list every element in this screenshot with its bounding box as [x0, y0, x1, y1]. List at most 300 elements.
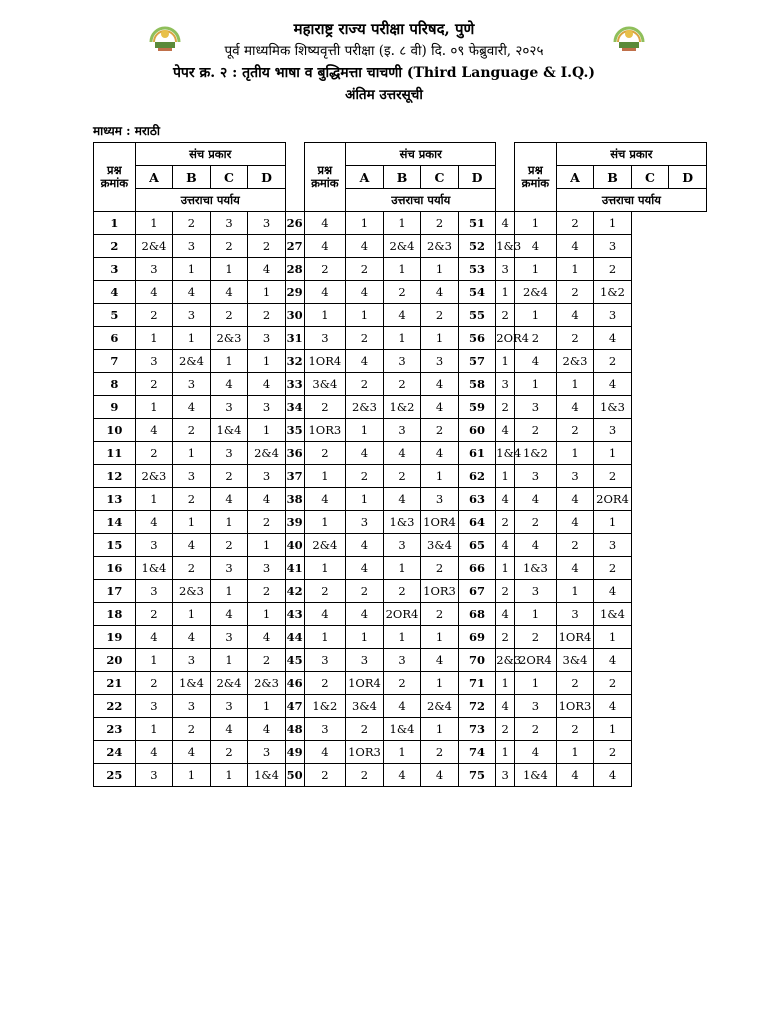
- question-number: 72: [458, 695, 496, 718]
- question-number: 70: [458, 649, 496, 672]
- answer-cell: 4: [496, 695, 515, 718]
- question-number: 23: [94, 718, 136, 741]
- question-number: 46: [285, 672, 304, 695]
- answer-cell: 4: [556, 235, 594, 258]
- answer-cell: 4: [556, 304, 594, 327]
- question-number: 3: [94, 258, 136, 281]
- table-row: [94, 373, 707, 396]
- answer-cell: 3: [556, 603, 594, 626]
- question-number: 34: [285, 396, 304, 419]
- answer-cell: 1: [304, 511, 346, 534]
- answer-cell: 3: [135, 764, 173, 787]
- question-number: 17: [94, 580, 136, 603]
- answer-cell: 2: [248, 649, 286, 672]
- answer-cell: 2&3: [135, 465, 173, 488]
- answer-cell: 1&2: [383, 396, 421, 419]
- answer-cell: 2: [556, 718, 594, 741]
- question-number: 9: [94, 396, 136, 419]
- answer-cell: 2: [210, 235, 248, 258]
- table-row: [94, 281, 707, 304]
- answer-key-table: [93, 142, 707, 787]
- answer-cell: 1: [515, 212, 557, 235]
- answer-cell: 3: [210, 626, 248, 649]
- set-d-header: D: [248, 166, 286, 189]
- answer-cell: 2: [346, 258, 384, 281]
- table-row: [94, 626, 707, 649]
- answer-cell: 4: [383, 695, 421, 718]
- answer-cell: 3: [248, 396, 286, 419]
- answer-cell: 1: [173, 442, 211, 465]
- answer-cell: 4: [383, 488, 421, 511]
- question-number: 12: [94, 465, 136, 488]
- table-row: [94, 488, 707, 511]
- table-row: [94, 396, 707, 419]
- answer-cell: 4: [173, 741, 211, 764]
- answer-cell: 1OR4: [304, 350, 346, 373]
- answer-cell: 2: [210, 741, 248, 764]
- answer-cell: 4: [346, 603, 384, 626]
- answer-cell: 3: [173, 465, 211, 488]
- answer-cell: 4: [304, 603, 346, 626]
- answer-cell: 1: [210, 511, 248, 534]
- set-b-header: B: [383, 166, 421, 189]
- answer-cell: 2: [135, 373, 173, 396]
- question-number: 63: [458, 488, 496, 511]
- question-number: 51: [458, 212, 496, 235]
- answer-cell: 1&4: [594, 603, 632, 626]
- answer-cell: 1: [556, 580, 594, 603]
- answer-cell: 4: [248, 488, 286, 511]
- answer-cell: 4: [346, 442, 384, 465]
- answer-cell: 2: [496, 304, 515, 327]
- question-number: 45: [285, 649, 304, 672]
- question-number: 24: [94, 741, 136, 764]
- question-header-line-2: क्रमांक: [521, 176, 550, 190]
- answer-cell: 1: [383, 212, 421, 235]
- answer-option-header: उत्तराचा पर्याय: [135, 189, 285, 212]
- answer-cell: 4: [173, 396, 211, 419]
- question-number: 1: [94, 212, 136, 235]
- answer-option-header: उत्तराचा पर्याय: [346, 189, 496, 212]
- answer-cell: 3: [515, 396, 557, 419]
- answer-cell: 1: [135, 212, 173, 235]
- answer-cell: 1&4: [135, 557, 173, 580]
- question-number: 19: [94, 626, 136, 649]
- question-number: 59: [458, 396, 496, 419]
- answer-cell: 2: [346, 718, 384, 741]
- answer-cell: 4: [135, 626, 173, 649]
- question-number: 61: [458, 442, 496, 465]
- answer-cell: 1: [135, 327, 173, 350]
- answer-cell: 1: [383, 741, 421, 764]
- answer-cell: 1&3: [594, 396, 632, 419]
- answer-cell: 2: [304, 764, 346, 787]
- answer-cell: 1: [304, 465, 346, 488]
- question-number: 66: [458, 557, 496, 580]
- question-number: 10: [94, 419, 136, 442]
- answer-cell: 4: [496, 534, 515, 557]
- answer-cell: 3: [248, 327, 286, 350]
- answer-cell: 4: [594, 695, 632, 718]
- answer-cell: 4: [594, 580, 632, 603]
- answer-cell: 4: [594, 373, 632, 396]
- answer-cell: 2: [594, 672, 632, 695]
- answer-option-header: उत्तराचा पर्याय: [556, 189, 706, 212]
- answer-cell: 1&2: [515, 442, 557, 465]
- question-number: 30: [285, 304, 304, 327]
- answer-cell: 2&4: [173, 350, 211, 373]
- answer-cell: 3: [173, 649, 211, 672]
- answer-cell: 1: [556, 442, 594, 465]
- answer-cell: 1&3: [383, 511, 421, 534]
- answer-cell: 4: [135, 511, 173, 534]
- answer-cell: 1: [248, 350, 286, 373]
- question-number: 39: [285, 511, 304, 534]
- question-number: 69: [458, 626, 496, 649]
- answer-cell: 4: [346, 557, 384, 580]
- answer-cell: 1: [496, 281, 515, 304]
- answer-cell: 4: [135, 419, 173, 442]
- answer-cell: 1: [173, 258, 211, 281]
- question-number: 53: [458, 258, 496, 281]
- set-a-header: A: [135, 166, 173, 189]
- answer-cell: 2: [496, 396, 515, 419]
- question-number: 50: [285, 764, 304, 787]
- answer-cell: 1: [210, 580, 248, 603]
- answer-cell: 4: [556, 396, 594, 419]
- answer-cell: 2: [594, 557, 632, 580]
- set-type-header: संच प्रकार: [346, 143, 496, 166]
- answer-cell: 3: [383, 534, 421, 557]
- answer-cell: 3&4: [556, 649, 594, 672]
- answer-cell: 2: [515, 718, 557, 741]
- answer-cell: 1: [135, 488, 173, 511]
- answer-cell: 4: [556, 557, 594, 580]
- answer-cell: 2&4: [248, 442, 286, 465]
- question-number: 25: [94, 764, 136, 787]
- answer-cell: 1: [594, 442, 632, 465]
- answer-cell: 1&4: [496, 442, 515, 465]
- table-row: [94, 695, 707, 718]
- answer-cell: 4: [556, 511, 594, 534]
- answer-cell: 2: [248, 304, 286, 327]
- question-number: 4: [94, 281, 136, 304]
- question-number: 73: [458, 718, 496, 741]
- set-c-header: C: [210, 166, 248, 189]
- answer-cell: 1: [421, 465, 459, 488]
- answer-cell: 4: [383, 442, 421, 465]
- answer-cell: 3: [594, 304, 632, 327]
- answer-cell: 4: [383, 304, 421, 327]
- answer-cell: 1: [421, 327, 459, 350]
- answer-cell: 4: [496, 212, 515, 235]
- table-row: [94, 557, 707, 580]
- table-row: [94, 741, 707, 764]
- table-row: [94, 672, 707, 695]
- answer-cell: 2: [496, 626, 515, 649]
- answer-cell: 2: [594, 258, 632, 281]
- answer-cell: 3: [248, 212, 286, 235]
- question-number: 44: [285, 626, 304, 649]
- answer-cell: 4: [594, 649, 632, 672]
- answer-cell: 2&3: [210, 327, 248, 350]
- table-row: [94, 718, 707, 741]
- answer-cell: 3: [421, 350, 459, 373]
- answer-cell: 2: [304, 580, 346, 603]
- answer-cell: 3: [210, 396, 248, 419]
- answer-cell: 3: [421, 488, 459, 511]
- answer-cell: 1&4: [515, 764, 557, 787]
- answer-cell: 4: [248, 718, 286, 741]
- question-number: 20: [94, 649, 136, 672]
- answer-cell: 2: [304, 396, 346, 419]
- answer-cell: 3: [383, 350, 421, 373]
- answer-cell: 4: [346, 350, 384, 373]
- question-number: 75: [458, 764, 496, 787]
- answer-cell: 1: [421, 718, 459, 741]
- question-number: 5: [94, 304, 136, 327]
- answer-cell: 3: [515, 580, 557, 603]
- answer-cell: 1: [515, 672, 557, 695]
- answer-cell: 2: [346, 764, 384, 787]
- answer-cell: 2: [248, 511, 286, 534]
- answer-cell: 2: [556, 419, 594, 442]
- answer-cell: 1&4: [173, 672, 211, 695]
- answer-cell: 4: [515, 741, 557, 764]
- question-header-line-2: क्रमांक: [311, 176, 339, 190]
- answer-cell: 1: [515, 603, 557, 626]
- answer-cell: 1: [383, 626, 421, 649]
- answer-cell: 1: [515, 304, 557, 327]
- question-number: 6: [94, 327, 136, 350]
- answer-cell: 1OR3: [304, 419, 346, 442]
- question-number: 41: [285, 557, 304, 580]
- answer-cell: 3: [135, 258, 173, 281]
- table-row: [94, 442, 707, 465]
- table-row: [94, 258, 707, 281]
- answer-cell: 2: [346, 327, 384, 350]
- answer-cell: 4: [421, 396, 459, 419]
- question-number: 52: [458, 235, 496, 258]
- answer-cell: 1: [346, 419, 384, 442]
- answer-cell: 2: [135, 442, 173, 465]
- set-b-header: B: [594, 166, 632, 189]
- answer-cell: 3: [248, 741, 286, 764]
- answer-cell: 2: [346, 465, 384, 488]
- question-number: 31: [285, 327, 304, 350]
- answer-cell: 4: [304, 741, 346, 764]
- answer-cell: 1&3: [496, 235, 515, 258]
- answer-cell: 2: [383, 465, 421, 488]
- answer-cell: 2: [421, 603, 459, 626]
- question-number: 7: [94, 350, 136, 373]
- answer-cell: 4: [496, 603, 515, 626]
- question-number: 55: [458, 304, 496, 327]
- answer-cell: 4: [515, 534, 557, 557]
- answer-cell: 3: [135, 350, 173, 373]
- answer-cell: 1: [496, 465, 515, 488]
- answer-cell: 1: [210, 350, 248, 373]
- answer-cell: 2&3: [346, 396, 384, 419]
- table-row: [94, 350, 707, 373]
- answer-cell: 2OR4: [496, 327, 515, 350]
- answer-cell: 2: [594, 741, 632, 764]
- answer-cell: 1: [248, 534, 286, 557]
- answer-cell: 1OR3: [556, 695, 594, 718]
- set-a-header: A: [556, 166, 594, 189]
- answer-cell: 2: [515, 626, 557, 649]
- answer-cell: 2: [383, 373, 421, 396]
- answer-cell: 3: [135, 695, 173, 718]
- table-row: [94, 764, 707, 787]
- answer-cell: 1: [594, 212, 632, 235]
- answer-cell: 2: [594, 350, 632, 373]
- question-number: 18: [94, 603, 136, 626]
- answer-cell: 1: [304, 304, 346, 327]
- answer-cell: 2: [515, 327, 557, 350]
- answer-cell: 1OR4: [421, 511, 459, 534]
- answer-cell: 4: [594, 764, 632, 787]
- answer-cell: 4: [304, 488, 346, 511]
- answer-cell: 3: [515, 465, 557, 488]
- answer-cell: 4: [346, 534, 384, 557]
- answer-cell: 4: [173, 534, 211, 557]
- answer-cell: 1: [210, 764, 248, 787]
- question-number: 67: [458, 580, 496, 603]
- question-number: 35: [285, 419, 304, 442]
- medium-label: माध्यम : मराठी: [93, 124, 160, 138]
- answer-cell: 3: [210, 557, 248, 580]
- answer-cell: 4: [421, 764, 459, 787]
- answer-cell: 2: [556, 212, 594, 235]
- answer-cell: 1: [383, 557, 421, 580]
- answer-cell: 2: [304, 258, 346, 281]
- answer-cell: 4: [515, 488, 557, 511]
- answer-cell: 3: [173, 304, 211, 327]
- paper-title: पेपर क्र. २ : तृतीय भाषा व बुद्धिमत्ता चाचणी (Third Language & I.Q.): [172, 65, 596, 81]
- table-row: [94, 419, 707, 442]
- answer-cell: 2OR4: [383, 603, 421, 626]
- column-separator: [496, 143, 515, 212]
- answer-cell: 4: [346, 235, 384, 258]
- answer-cell: 2: [421, 557, 459, 580]
- answer-cell: 3: [346, 649, 384, 672]
- answer-cell: 1: [248, 695, 286, 718]
- answer-cell: 3&4: [304, 373, 346, 396]
- answer-cell: 2: [135, 304, 173, 327]
- answer-cell: 1OR3: [346, 741, 384, 764]
- answer-cell: 2: [383, 281, 421, 304]
- answer-cell: 1: [594, 511, 632, 534]
- answer-cell: 2: [173, 212, 211, 235]
- answer-cell: 2: [173, 718, 211, 741]
- answer-cell: 4: [173, 281, 211, 304]
- question-number: 37: [285, 465, 304, 488]
- question-number: 26: [285, 212, 304, 235]
- question-number: 56: [458, 327, 496, 350]
- answer-cell: 2: [210, 534, 248, 557]
- answer-cell: 1: [346, 212, 384, 235]
- table-row: [94, 212, 707, 235]
- answer-cell: 1: [421, 672, 459, 695]
- answer-cell: 3&4: [346, 695, 384, 718]
- answer-cell: 1: [248, 281, 286, 304]
- question-number: 33: [285, 373, 304, 396]
- table-row: [94, 511, 707, 534]
- answer-cell: 1: [383, 327, 421, 350]
- answer-cell: 4: [173, 626, 211, 649]
- answer-cell: 1: [346, 304, 384, 327]
- question-number: 71: [458, 672, 496, 695]
- answer-cell: 2: [135, 603, 173, 626]
- answer-cell: 3: [594, 235, 632, 258]
- answer-cell: 4: [210, 373, 248, 396]
- answer-cell: 4: [556, 764, 594, 787]
- question-number: 65: [458, 534, 496, 557]
- answer-cell: 2OR4: [515, 649, 557, 672]
- answer-cell: 1: [556, 258, 594, 281]
- answer-cell: 2: [304, 672, 346, 695]
- question-number: 15: [94, 534, 136, 557]
- answer-cell: 3: [594, 419, 632, 442]
- answer-cell: 2: [210, 465, 248, 488]
- question-number: 58: [458, 373, 496, 396]
- question-number: 32: [285, 350, 304, 373]
- answer-cell: 3: [135, 534, 173, 557]
- question-number: 62: [458, 465, 496, 488]
- answer-cell: 1: [135, 649, 173, 672]
- answer-cell: 3: [383, 419, 421, 442]
- question-number-header: [515, 143, 557, 212]
- answer-cell: 1: [556, 373, 594, 396]
- question-number-header: [304, 143, 346, 212]
- answer-cell: 1: [496, 741, 515, 764]
- question-number: 11: [94, 442, 136, 465]
- answer-cell: 2: [556, 534, 594, 557]
- answer-cell: 4: [383, 764, 421, 787]
- answer-cell: 2&3: [556, 350, 594, 373]
- answer-cell: 3: [515, 695, 557, 718]
- answer-cell: 4: [496, 419, 515, 442]
- set-d-header: D: [669, 166, 707, 189]
- table-row: [94, 603, 707, 626]
- set-c-header: C: [631, 166, 669, 189]
- question-number-header: [94, 143, 136, 212]
- table-row: [94, 649, 707, 672]
- answer-cell: 3: [556, 465, 594, 488]
- answer-cell: 4: [594, 327, 632, 350]
- answer-cell: 1: [173, 603, 211, 626]
- answer-cell: 1: [496, 672, 515, 695]
- answer-cell: 2: [421, 419, 459, 442]
- answer-cell: 2OR4: [594, 488, 632, 511]
- answer-cell: 4: [210, 488, 248, 511]
- answer-cell: 1: [556, 741, 594, 764]
- answer-cell: 1: [421, 626, 459, 649]
- answer-cell: 2: [383, 672, 421, 695]
- answer-cell: 3: [210, 212, 248, 235]
- answer-cell: 4: [248, 373, 286, 396]
- table-row: [94, 465, 707, 488]
- answer-cell: 1: [210, 649, 248, 672]
- answer-cell: 2: [248, 235, 286, 258]
- council-name: महाराष्ट्र राज्य परीक्षा परिषद, पुणे: [293, 20, 475, 38]
- answer-cell: 3: [496, 764, 515, 787]
- question-number: 21: [94, 672, 136, 695]
- answer-cell: 3: [496, 373, 515, 396]
- answer-cell: 3&4: [421, 534, 459, 557]
- answer-cell: 3: [304, 649, 346, 672]
